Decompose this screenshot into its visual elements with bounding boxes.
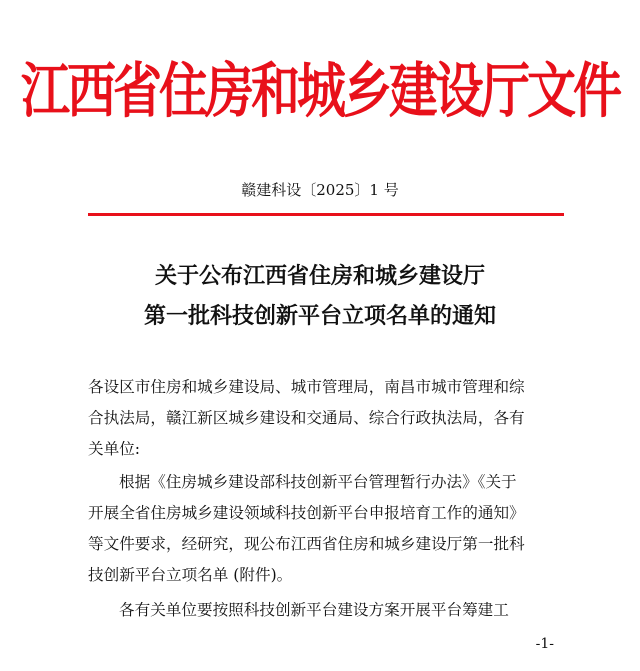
text-line: 等文件要求，经研究，现公布江西省住房和城乡建设厅第一批科 (88, 535, 525, 553)
text-line: 开展全省住房城乡建设领域科技创新平台申报培育工作的通知》 (88, 504, 525, 522)
text-line: 关单位: (88, 440, 141, 458)
red-divider-line (88, 213, 564, 216)
text-line: 合执法局，赣江新区城乡建设和交通局、综合行政执法局，各有 (88, 409, 525, 427)
text-line: 各设区市住房和城乡建设局、城市管理局，南昌市城市管理和综 (88, 378, 525, 396)
document-number: 赣建科设〔2025〕1 号 (241, 181, 399, 199)
text-line: 各有关单位要按照科技创新平台建设方案开展平台筹建工 (119, 601, 509, 619)
paragraph-requirements (88, 595, 564, 626)
masthead-title: 江西省住房和城乡建设厅文件 (20, 56, 619, 127)
text-line: 技创新平台立项名单 (附件)。 (88, 566, 293, 584)
paragraph-addressees (88, 372, 564, 465)
paragraph-basis (88, 467, 564, 591)
notice-title-line-1: 关于公布江西省住房和城乡建设厅 (154, 264, 485, 289)
text-line: 根据《住房城乡建设部科技创新平台管理暂行办法》《关于 (119, 473, 517, 491)
page-number: -1- (535, 636, 554, 652)
notice-title-line-2: 第一批科技创新平台立项名单的通知 (143, 304, 496, 329)
